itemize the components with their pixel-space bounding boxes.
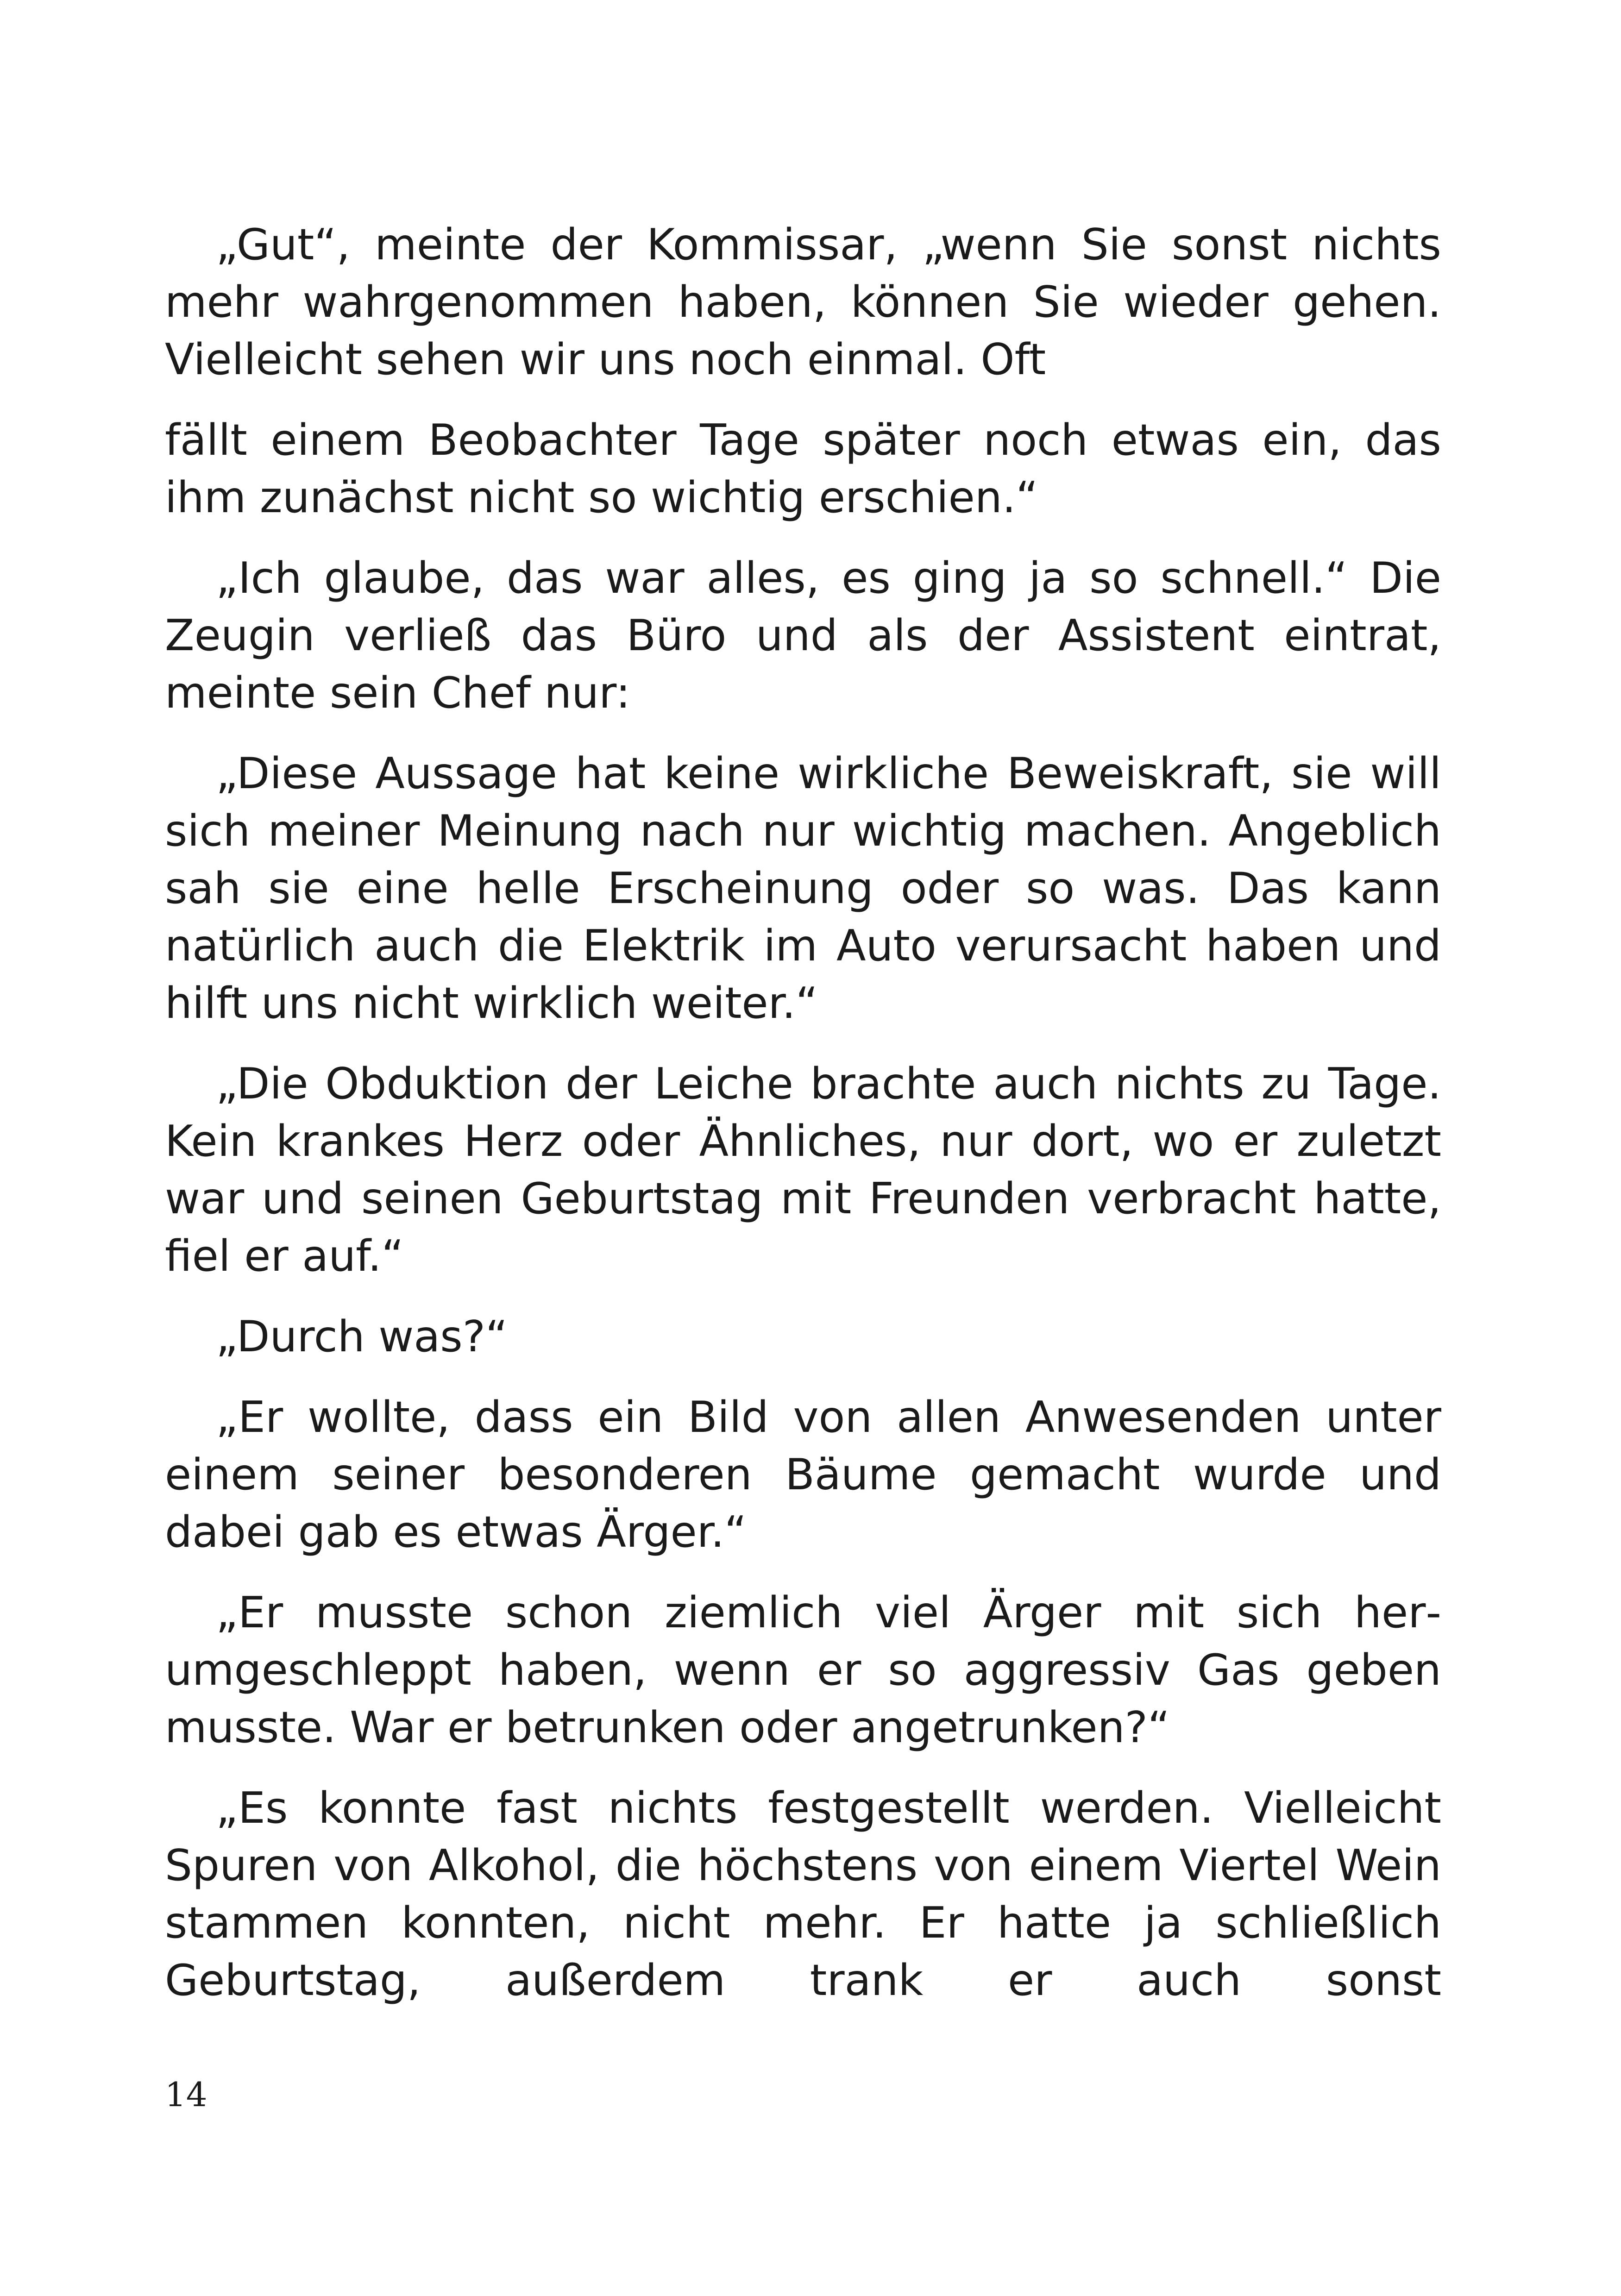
paragraph-9: „Es konnte fast nichts festgestellt werden. Vielleicht Spuren von Alkohol, die höchstens von einem Viertel Wein stammen konnten, nicht mehr. Er hatte ja schließlich Geburtstag, außerdem trank er auch sonst xyxy=(165,1783,1441,2005)
paragraph-1: „Gut“, meinte der Kommissar, „wenn Sie sonst nichts mehr wahrgenommen haben, können Sie wieder gehen. Vielleicht sehen wir uns noch einmal. Oft xyxy=(165,220,1441,384)
paragraph-6: „Durch was?“ xyxy=(216,1311,508,1361)
page-number: 14 xyxy=(165,2075,207,2114)
body-text xyxy=(165,216,1441,2032)
paragraph-7: „Er wollte, dass ein Bild von allen Anwesenden unter einem seiner besonderen Bäume gemacht wurde und dabei gab es etwas Ärger.“ xyxy=(165,1392,1441,1557)
paragraph-8: „Er musste schon ziemlich viel Ärger mit sich herumgeschleppt haben, wenn er so aggressiv Gas geben musste. War er betrunken oder angetrunken?“ xyxy=(165,1587,1441,1752)
paragraph-5: „Die Obduktion der Leiche brachte auch nichts zu Tage. Kein krankes Herz oder Ähnliches, nur dort, wo er zuletzt war und seinen Geburtstag mit Freunden verbracht hatte, fiel er auf.“ xyxy=(165,1059,1441,1281)
paragraph-2: fällt einem Beobachter Tage später noch etwas ein, das ihm zunächst nicht so wichtig erschien.“ xyxy=(165,415,1441,522)
paragraph-4: „Diese Aussage hat keine wirkliche Beweiskraft, sie will sich meiner Meinung nach nur wichtig machen. Angeblich sah sie eine helle Erscheinung oder so was. Das kann natürlich auch die Elektrik im Auto verursacht haben und hilft uns nicht wirklich weiter.“ xyxy=(165,748,1441,1028)
paragraph-3: „Ich glaube, das war alles, es ging ja so schnell.“ Die Zeugin verließ das Büro und als der Assistent eintrat, meinte sein Chef nur: xyxy=(165,553,1441,718)
